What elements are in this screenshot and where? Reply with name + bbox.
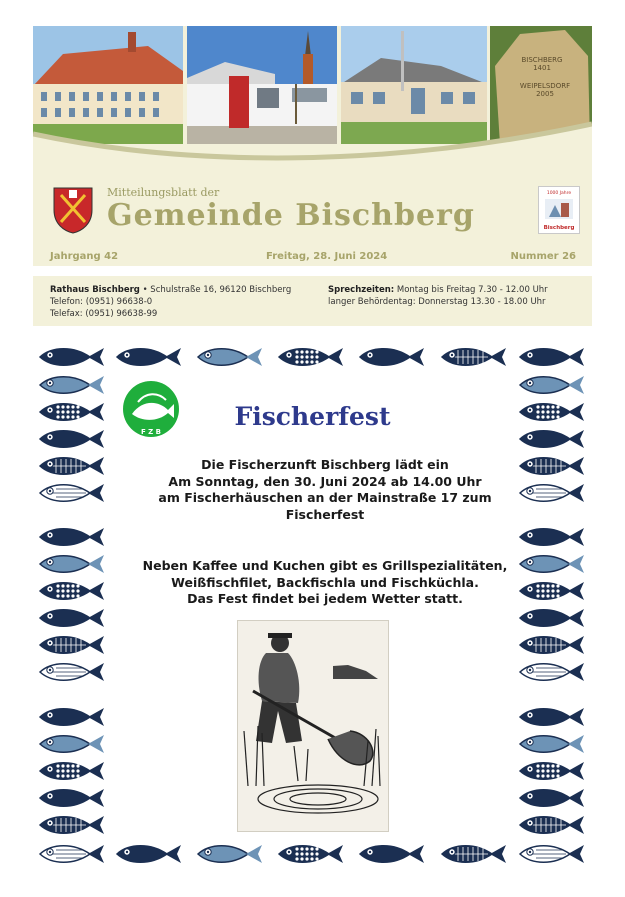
details-line: Weißfischfilet, Backfischla und Fischküchla. — [171, 574, 479, 590]
fish-icon — [277, 842, 345, 866]
fish-icon — [38, 842, 106, 866]
fish-icon — [38, 454, 106, 478]
fish-icon — [518, 525, 586, 549]
contact-org: Rathaus Bischberg — [50, 285, 140, 295]
fish-icon — [38, 813, 106, 837]
badge-text-top: 1000 Jahre — [546, 191, 572, 196]
fish-icon — [518, 759, 586, 783]
fish-icon — [518, 732, 586, 756]
fish-icon — [518, 633, 586, 657]
fish-icon — [518, 842, 586, 866]
fish-icon — [518, 786, 586, 810]
fish-icon — [196, 842, 264, 866]
details-line: Das Fest findet bei jedem Wetter statt. — [187, 591, 463, 606]
fish-icon — [38, 786, 106, 810]
fish-icon — [38, 606, 106, 630]
fish-icon — [358, 842, 426, 866]
invitation-line: Die Fischerzunft Bischberg lädt ein — [201, 457, 449, 472]
coat-of-arms-icon — [52, 186, 94, 234]
fish-icon — [38, 633, 106, 657]
fish-icon — [38, 705, 106, 729]
invitation-line: Fischerfest — [285, 506, 365, 522]
issue-date: Freitag, 28. Juni 2024 — [266, 251, 388, 262]
stone-text-3: WEIPELSDORF — [519, 82, 571, 90]
fish-icon — [38, 579, 106, 603]
stone-text-1: BISCHBERG — [521, 56, 563, 64]
masthead — [33, 26, 592, 266]
header-wave — [33, 114, 592, 174]
fish-icon — [115, 345, 183, 369]
contact-address: • Schulstraße 16, 96120 Bischberg — [139, 285, 292, 295]
details-line: Neben Kaffee und Kuchen gibt es Grillspezialitäten, — [142, 558, 508, 573]
fisherman-woodcut-illustration — [237, 620, 389, 832]
issue-number: Nummer 26 — [510, 251, 576, 262]
event-details-text — [120, 558, 530, 608]
fish-icon — [518, 606, 586, 630]
fish-icon — [38, 552, 106, 576]
invitation-line: am Fischerhäuschen an der Mainstraße 17 zum — [158, 490, 492, 505]
event-title: Fischerfest — [234, 402, 391, 431]
fish-icon — [196, 345, 264, 369]
fish-icon — [440, 842, 508, 866]
fish-icon — [115, 842, 183, 866]
badge-text-bottom: Bischberg — [543, 225, 575, 231]
fish-icon — [440, 345, 508, 369]
fish-icon — [38, 373, 106, 397]
fish-icon — [518, 373, 586, 397]
contact-fax: Telefax: (0951) 96638-99 — [50, 309, 158, 319]
1000-jahre-badge — [538, 186, 580, 234]
masthead-subtitle: Mitteilungsblatt der — [107, 186, 220, 199]
hours-thursday: langer Behördentag: Donnerstag 13.30 - 18.00 Uhr — [328, 297, 546, 307]
fish-icon — [518, 813, 586, 837]
logo-letters: F Z B — [140, 428, 162, 436]
hours-label: Sprechzeiten: — [328, 285, 395, 295]
issue-volume: Jahrgang 42 — [50, 251, 119, 262]
fish-icon — [358, 345, 426, 369]
invitation-text — [120, 457, 530, 523]
fish-icon — [38, 732, 106, 756]
fish-icon — [518, 705, 586, 729]
fish-icon — [277, 345, 345, 369]
fish-icon — [38, 525, 106, 549]
hours-weekdays: Montag bis Freitag 7.30 - 12.00 Uhr — [394, 285, 548, 295]
fish-icon — [38, 345, 106, 369]
fish-icon — [38, 481, 106, 505]
stone-text-2: 1401 — [533, 64, 551, 72]
contact-bar — [33, 276, 592, 326]
contact-phone: Telefon: (0951) 96638-0 — [50, 297, 153, 307]
fish-icon — [38, 660, 106, 684]
stone-text-4: 2005 — [536, 90, 554, 98]
masthead-title: Gemeinde Bischberg — [107, 198, 475, 233]
fish-icon — [518, 660, 586, 684]
invitation-line: Am Sonntag, den 30. Juni 2024 ab 14.00 Uhr — [168, 473, 482, 489]
fish-icon — [38, 759, 106, 783]
fish-icon — [518, 345, 586, 369]
